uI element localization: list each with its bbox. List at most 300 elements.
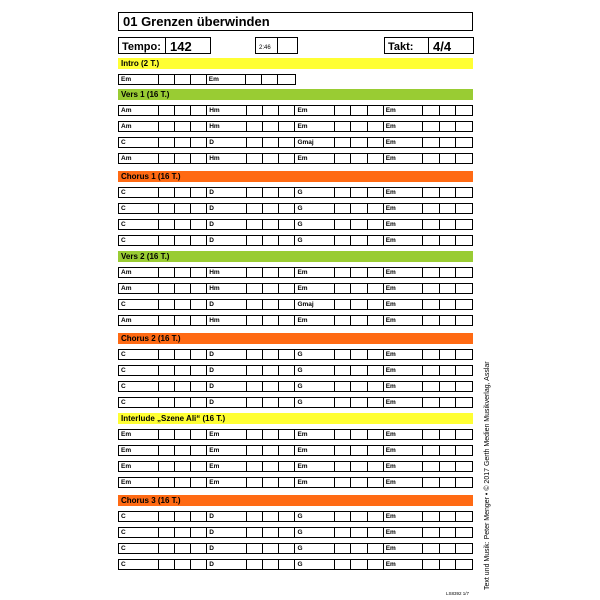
beat-cell [335,528,351,537]
beat-cell [423,138,439,147]
chord-cell [384,512,424,521]
beat-cell [263,446,279,455]
chord-cell [384,138,424,147]
chord-name: Em [121,447,132,454]
chord-cell [384,350,424,359]
beat-cell [335,268,351,277]
chord-name: C [121,189,126,196]
beat-cell [368,106,384,115]
chord-row [118,235,473,246]
chord-name: Em [385,317,396,324]
beat-cell [440,430,456,439]
beat-cell [175,154,191,163]
chord-name: Hm [209,269,220,276]
beat-cell [175,512,191,521]
beat-cell [351,220,367,229]
section-header [118,495,473,506]
beat-cell [335,316,351,325]
beat-cell [368,366,384,375]
chord-cell [207,560,247,569]
beat-cell [191,236,207,245]
chord-name: Em [121,479,132,486]
chord-name: Em [209,479,220,486]
chord-name: D [209,545,214,552]
chord-cell [119,138,159,147]
chord-cell [384,366,424,375]
beat-cell [456,544,472,553]
beat-cell [440,138,456,147]
chord-name: D [209,139,214,146]
beat-cell [191,75,207,84]
beat-cell [368,138,384,147]
chord-cell [207,268,247,277]
chord-cell [119,268,159,277]
beat-cell [351,106,367,115]
chord-name: C [121,351,126,358]
chord-row [118,381,473,392]
chord-name: Em [121,76,132,83]
beat-cell [351,204,367,213]
beat-cell [263,284,279,293]
chord-name: Em [385,383,396,390]
chord-cell [295,528,335,537]
beat-cell [247,430,263,439]
beat-cell [423,560,439,569]
beat-cell [175,236,191,245]
chord-name: D [209,367,214,374]
beat-cell [191,268,207,277]
beat-cell [191,382,207,391]
chord-name: Am [121,269,132,276]
beat-cell [440,366,456,375]
footer-code: LS8392 1/7 [446,591,470,596]
beat-cell [456,268,472,277]
chord-name: Em [297,155,308,162]
beat-cell [279,188,295,197]
beat-cell [368,560,384,569]
beat-cell [456,220,472,229]
chord-cell [207,204,247,213]
section-title: Intro (2 T.) [121,59,160,68]
beat-cell [351,236,367,245]
chord-name: Em [385,301,396,308]
beat-cell [368,478,384,487]
beat-cell [456,560,472,569]
chord-row [118,429,473,440]
beat-cell [263,478,279,487]
chord-row [118,315,473,326]
chord-cell [384,528,424,537]
chord-name: G [297,189,303,196]
beat-cell [440,106,456,115]
chord-cell [207,122,247,131]
chord-row [118,365,473,376]
beat-cell [159,316,175,325]
beat-cell [279,366,295,375]
section-header [118,58,473,69]
chord-cell [384,122,424,131]
beat-cell [440,268,456,277]
beat-cell [423,382,439,391]
beat-cell [351,154,367,163]
beat-cell [279,220,295,229]
beat-cell [247,350,263,359]
beat-cell [335,300,351,309]
beat-cell [279,398,295,407]
beat-cell [456,300,472,309]
chord-name: Em [297,285,308,292]
beat-cell [247,560,263,569]
beat-cell [423,188,439,197]
chord-cell [207,188,247,197]
beat-cell [175,398,191,407]
chord-name: Hm [209,107,220,114]
chord-name: Em [385,155,396,162]
beat-cell [456,366,472,375]
beat-cell [191,300,207,309]
chord-name: Gmaj [297,139,314,146]
chord-row [118,203,473,214]
beat-cell [175,204,191,213]
beat-cell [456,316,472,325]
beat-cell [263,382,279,391]
beat-cell [159,478,175,487]
beat-cell [175,446,191,455]
chord-name: Hm [209,155,220,162]
duration-text: 2:46 [259,45,271,51]
beat-cell [456,188,472,197]
chord-name: Am [121,317,132,324]
beat-cell [368,220,384,229]
chord-cell [119,220,159,229]
beat-cell [440,154,456,163]
beat-cell [423,528,439,537]
beat-cell [175,122,191,131]
beat-cell [247,300,263,309]
beat-cell [335,154,351,163]
chord-cell [119,350,159,359]
beat-cell [279,382,295,391]
beat-cell [368,316,384,325]
chord-row [118,299,473,310]
beat-cell [191,284,207,293]
beat-cell [263,154,279,163]
chord-cell [384,316,424,325]
chord-cell [384,106,424,115]
chord-cell [384,154,424,163]
beat-cell [368,528,384,537]
chord-cell [384,544,424,553]
chord-row [118,477,473,488]
section-title: Chorus 2 (16 T.) [121,334,181,343]
chord-name: G [297,529,303,536]
beat-cell [191,350,207,359]
chord-cell [119,430,159,439]
chord-name: Em [297,269,308,276]
chord-cell [207,528,247,537]
chord-cell [384,268,424,277]
song-title-box [118,12,473,31]
chord-name: C [121,561,126,568]
beat-cell [247,284,263,293]
beat-cell [440,236,456,245]
beat-cell [279,138,295,147]
chord-cell [384,478,424,487]
beat-cell [368,350,384,359]
beat-cell [263,236,279,245]
beat-cell [368,268,384,277]
takt-box [384,37,473,54]
chord-row [118,527,473,538]
chord-row [118,511,473,522]
beat-cell [423,300,439,309]
beat-cell [456,350,472,359]
chord-name: D [209,205,214,212]
beat-cell [423,220,439,229]
beat-cell [335,398,351,407]
takt-value: 4/4 [433,38,452,54]
chord-name: Em [385,447,396,454]
chord-name: D [209,221,214,228]
beat-cell [159,122,175,131]
beat-cell [191,478,207,487]
beat-cell [456,106,472,115]
chord-name: Hm [209,317,220,324]
chord-name: Gmaj [297,301,314,308]
chord-cell [207,544,247,553]
beat-cell [423,204,439,213]
beat-cell [456,462,472,471]
chord-cell [295,284,335,293]
chord-cell [295,300,335,309]
chord-name: G [297,237,303,244]
beat-cell [247,544,263,553]
beat-cell [335,382,351,391]
beat-cell [246,75,262,84]
beat-cell [263,300,279,309]
chord-row [118,559,473,570]
chord-cell [119,154,159,163]
beat-cell [175,462,191,471]
beat-cell [247,512,263,521]
chord-cell [295,446,335,455]
beat-cell [175,284,191,293]
beat-cell [456,430,472,439]
beat-cell [159,154,175,163]
takt-value-box [428,37,474,54]
beat-cell [423,398,439,407]
beat-cell [191,560,207,569]
chord-name: D [209,561,214,568]
chord-cell [119,446,159,455]
beat-cell [335,462,351,471]
chord-cell [207,75,247,84]
beat-cell [423,154,439,163]
beat-cell [440,122,456,131]
beat-cell [175,316,191,325]
beat-cell [279,316,295,325]
chord-cell [295,236,335,245]
chord-cell [207,398,247,407]
beat-cell [263,268,279,277]
chord-cell [119,560,159,569]
chord-cell [207,300,247,309]
beat-cell [456,122,472,131]
chord-cell [207,138,247,147]
beat-cell [456,382,472,391]
beat-cell [335,188,351,197]
chord-name: Em [385,139,396,146]
chord-cell [119,236,159,245]
beat-cell [175,366,191,375]
beat-cell [368,236,384,245]
beat-cell [335,106,351,115]
section-header [118,333,473,344]
beat-cell [159,188,175,197]
beat-cell [351,478,367,487]
beat-cell [440,316,456,325]
beat-cell [351,300,367,309]
beat-cell [247,268,263,277]
beat-cell [351,316,367,325]
takt-label: Takt: [388,41,414,53]
beat-cell [456,204,472,213]
chord-name: Am [121,285,132,292]
beat-cell [456,284,472,293]
beat-cell [351,350,367,359]
chord-cell [295,204,335,213]
chord-cell [119,106,159,115]
beat-cell [247,122,263,131]
beat-cell [191,220,207,229]
chord-cell [384,284,424,293]
chord-cell [295,560,335,569]
beat-cell [456,528,472,537]
chord-name: G [297,221,303,228]
section-title: Chorus 3 (16 T.) [121,496,181,505]
beat-cell [247,316,263,325]
chord-cell [295,462,335,471]
beat-cell [263,544,279,553]
beat-cell [263,350,279,359]
chord-row [118,461,473,472]
beat-cell [263,462,279,471]
chord-name: Em [385,367,396,374]
section-title: Vers 1 (16 T.) [121,90,170,99]
beat-cell [440,544,456,553]
beat-cell [159,75,175,84]
chord-cell [207,284,247,293]
chord-name: Em [385,513,396,520]
beat-cell [368,300,384,309]
chord-name: C [121,237,126,244]
beat-cell [351,122,367,131]
beat-cell [351,544,367,553]
beat-cell [279,106,295,115]
beat-cell [440,220,456,229]
beat-cell [456,446,472,455]
chord-row [118,445,473,456]
beat-cell [159,106,175,115]
beat-cell [368,512,384,521]
chord-name: Em [297,107,308,114]
beat-cell [423,316,439,325]
chord-name: C [121,301,126,308]
chord-cell [207,350,247,359]
beat-cell [351,366,367,375]
beat-cell [456,154,472,163]
chord-cell [384,462,424,471]
chord-row [118,153,473,164]
duration-divider [277,38,278,53]
chord-cell [384,236,424,245]
chord-name: D [209,383,214,390]
chord-cell [207,478,247,487]
beat-cell [263,398,279,407]
chord-name: Em [385,237,396,244]
beat-cell [191,512,207,521]
beat-cell [279,560,295,569]
chord-cell [384,430,424,439]
beat-cell [159,204,175,213]
beat-cell [159,382,175,391]
chord-name: Em [385,431,396,438]
beat-cell [247,366,263,375]
chord-cell [295,154,335,163]
beat-cell [335,366,351,375]
chord-cell [295,350,335,359]
chord-cell [295,220,335,229]
credits-text: Text und Musik: Peter Menger • © 2017 Gerth Medien Musikverlag, Asslar [484,361,491,590]
chord-cell [119,284,159,293]
beat-cell [351,398,367,407]
chord-row [118,137,473,148]
beat-cell [279,446,295,455]
beat-cell [368,154,384,163]
chord-cell [295,398,335,407]
beat-cell [191,366,207,375]
beat-cell [247,528,263,537]
chord-name: Em [121,463,132,470]
section-title: Vers 2 (16 T.) [121,252,170,261]
beat-cell [368,188,384,197]
chord-name: Em [297,447,308,454]
beat-cell [175,430,191,439]
beat-cell [159,512,175,521]
chord-name: D [209,513,214,520]
chord-name: D [209,237,214,244]
chord-cell [384,446,424,455]
chord-name: G [297,545,303,552]
chord-name: Am [121,107,132,114]
chord-cell [207,366,247,375]
chord-row [118,349,473,360]
chord-cell [295,106,335,115]
chord-cell [119,204,159,213]
beat-cell [247,462,263,471]
chord-cell [119,398,159,407]
beat-cell [175,382,191,391]
beat-cell [456,512,472,521]
beat-cell [456,398,472,407]
beat-cell [440,528,456,537]
chord-row [118,187,473,198]
beat-cell [368,284,384,293]
beat-cell [440,398,456,407]
beat-cell [247,106,263,115]
chord-cell [295,122,335,131]
beat-cell [279,512,295,521]
